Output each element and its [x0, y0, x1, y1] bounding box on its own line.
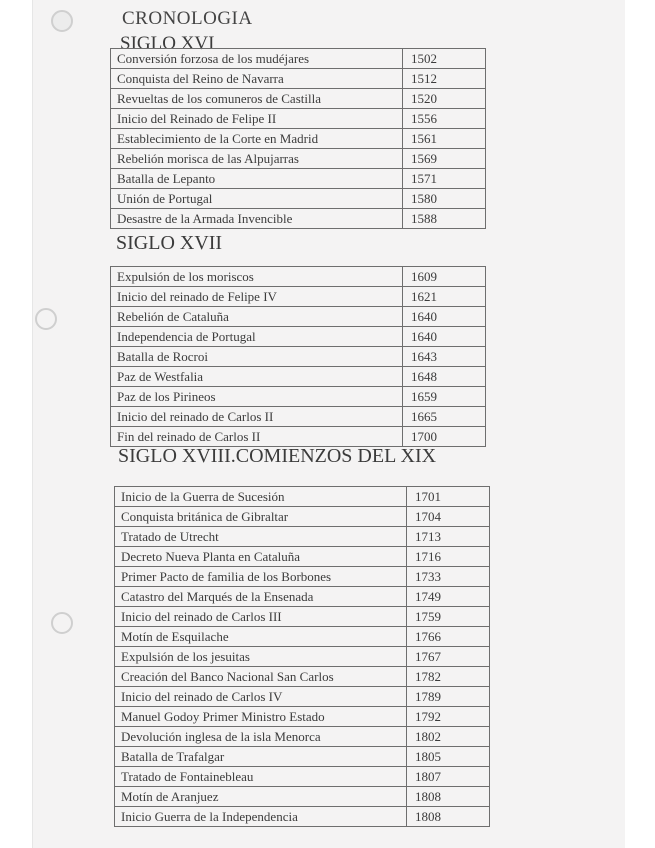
year-cell: 1588	[403, 209, 486, 229]
punch-hole-top	[51, 10, 73, 32]
event-cell: Inicio del reinado de Felipe IV	[111, 287, 403, 307]
table-row	[111, 209, 486, 229]
table-row	[115, 587, 490, 607]
table-row	[115, 787, 490, 807]
event-cell: Rebelión morisca de las Alpujarras	[111, 149, 403, 169]
year-cell: 1700	[403, 427, 486, 447]
event-cell: Rebelión de Cataluña	[111, 307, 403, 327]
event-cell: Inicio del reinado de Carlos II	[111, 407, 403, 427]
event-cell: Revueltas de los comuneros de Castilla	[111, 89, 403, 109]
year-cell: 1561	[403, 129, 486, 149]
table-row	[111, 387, 486, 407]
punch-hole-middle	[35, 308, 57, 330]
table-row	[115, 707, 490, 727]
year-cell: 1766	[407, 627, 490, 647]
year-cell: 1767	[407, 647, 490, 667]
section-heading-xviii: SIGLO XVIII.COMIENZOS DEL XIX	[118, 445, 437, 467]
table-row	[111, 367, 486, 387]
year-cell: 1512	[403, 69, 486, 89]
table-row	[111, 109, 486, 129]
year-cell: 1556	[403, 109, 486, 129]
table-row	[115, 567, 490, 587]
year-cell: 1733	[407, 567, 490, 587]
year-cell: 1580	[403, 189, 486, 209]
table-row	[111, 427, 486, 447]
event-cell: Batalla de Lepanto	[111, 169, 403, 189]
table-row	[111, 267, 486, 287]
punch-hole-bottom	[51, 612, 73, 634]
year-cell: 1805	[407, 747, 490, 767]
event-cell: Fin del reinado de Carlos II	[111, 427, 403, 447]
year-cell: 1502	[403, 49, 486, 69]
event-cell: Primer Pacto de familia de los Borbones	[115, 567, 407, 587]
year-cell: 1807	[407, 767, 490, 787]
table-row	[111, 327, 486, 347]
table-row	[115, 767, 490, 787]
year-cell: 1643	[403, 347, 486, 367]
year-cell: 1701	[407, 487, 490, 507]
table-row	[115, 547, 490, 567]
table-row	[115, 747, 490, 767]
table-row	[111, 169, 486, 189]
event-cell: Inicio de la Guerra de Sucesión	[115, 487, 407, 507]
year-cell: 1640	[403, 307, 486, 327]
events-table-xviii	[114, 486, 490, 827]
year-cell: 1808	[407, 787, 490, 807]
event-cell: Manuel Godoy Primer Ministro Estado	[115, 707, 407, 727]
event-cell: Devolución inglesa de la isla Menorca	[115, 727, 407, 747]
event-cell: Catastro del Marqués de la Ensenada	[115, 587, 407, 607]
table-row	[111, 347, 486, 367]
year-cell: 1802	[407, 727, 490, 747]
event-cell: Motín de Esquilache	[115, 627, 407, 647]
year-cell: 1782	[407, 667, 490, 687]
year-cell: 1792	[407, 707, 490, 727]
document-title: CRONOLOGIA	[122, 8, 253, 29]
table-row	[115, 627, 490, 647]
year-cell: 1609	[403, 267, 486, 287]
year-cell: 1716	[407, 547, 490, 567]
table-row	[111, 49, 486, 69]
event-cell: Motín de Aranjuez	[115, 787, 407, 807]
event-cell: Conquista británica de Gibraltar	[115, 507, 407, 527]
table-row	[115, 807, 490, 827]
events-table-xvii	[110, 266, 486, 447]
table-row	[111, 69, 486, 89]
table-row	[115, 487, 490, 507]
table-row	[111, 287, 486, 307]
year-cell: 1749	[407, 587, 490, 607]
table-row	[115, 687, 490, 707]
event-cell: Decreto Nueva Planta en Cataluña	[115, 547, 407, 567]
table-row	[115, 647, 490, 667]
table-row	[115, 607, 490, 627]
event-cell: Desastre de la Armada Invencible	[111, 209, 403, 229]
year-cell: 1648	[403, 367, 486, 387]
event-cell: Paz de Westfalia	[111, 367, 403, 387]
event-cell: Establecimiento de la Corte en Madrid	[111, 129, 403, 149]
year-cell: 1789	[407, 687, 490, 707]
event-cell: Inicio Guerra de la Independencia	[115, 807, 407, 827]
event-cell: Batalla de Rocroi	[111, 347, 403, 367]
table-row	[111, 307, 486, 327]
table-row	[115, 527, 490, 547]
event-cell: Tratado de Utrecht	[115, 527, 407, 547]
year-cell: 1659	[403, 387, 486, 407]
year-cell: 1520	[403, 89, 486, 109]
event-cell: Unión de Portugal	[111, 189, 403, 209]
table-row	[115, 727, 490, 747]
year-cell: 1640	[403, 327, 486, 347]
event-cell: Inicio del reinado de Carlos IV	[115, 687, 407, 707]
event-cell: Expulsión de los jesuitas	[115, 647, 407, 667]
event-cell: Inicio del reinado de Carlos III	[115, 607, 407, 627]
event-cell: Independencia de Portugal	[111, 327, 403, 347]
year-cell: 1621	[403, 287, 486, 307]
event-cell: Conversión forzosa de los mudéjares	[111, 49, 403, 69]
event-cell: Conquista del Reino de Navarra	[111, 69, 403, 89]
events-table-xvi	[110, 48, 486, 229]
year-cell: 1569	[403, 149, 486, 169]
section-heading-xvii: SIGLO XVII	[116, 232, 223, 254]
table-row	[111, 89, 486, 109]
event-cell: Creación del Banco Nacional San Carlos	[115, 667, 407, 687]
table-row	[111, 407, 486, 427]
table-row	[115, 667, 490, 687]
year-cell: 1665	[403, 407, 486, 427]
table-row	[115, 507, 490, 527]
table-row	[111, 189, 486, 209]
event-cell: Expulsión de los moriscos	[111, 267, 403, 287]
section-heading-xvi: SIGLO XVI	[120, 33, 215, 54]
table-row	[111, 149, 486, 169]
event-cell: Tratado de Fontainebleau	[115, 767, 407, 787]
event-cell: Inicio del Reinado de Felipe II	[111, 109, 403, 129]
year-cell: 1704	[407, 507, 490, 527]
year-cell: 1713	[407, 527, 490, 547]
year-cell: 1571	[403, 169, 486, 189]
event-cell: Batalla de Trafalgar	[115, 747, 407, 767]
table-row	[111, 129, 486, 149]
event-cell: Paz de los Pirineos	[111, 387, 403, 407]
year-cell: 1808	[407, 807, 490, 827]
year-cell: 1759	[407, 607, 490, 627]
